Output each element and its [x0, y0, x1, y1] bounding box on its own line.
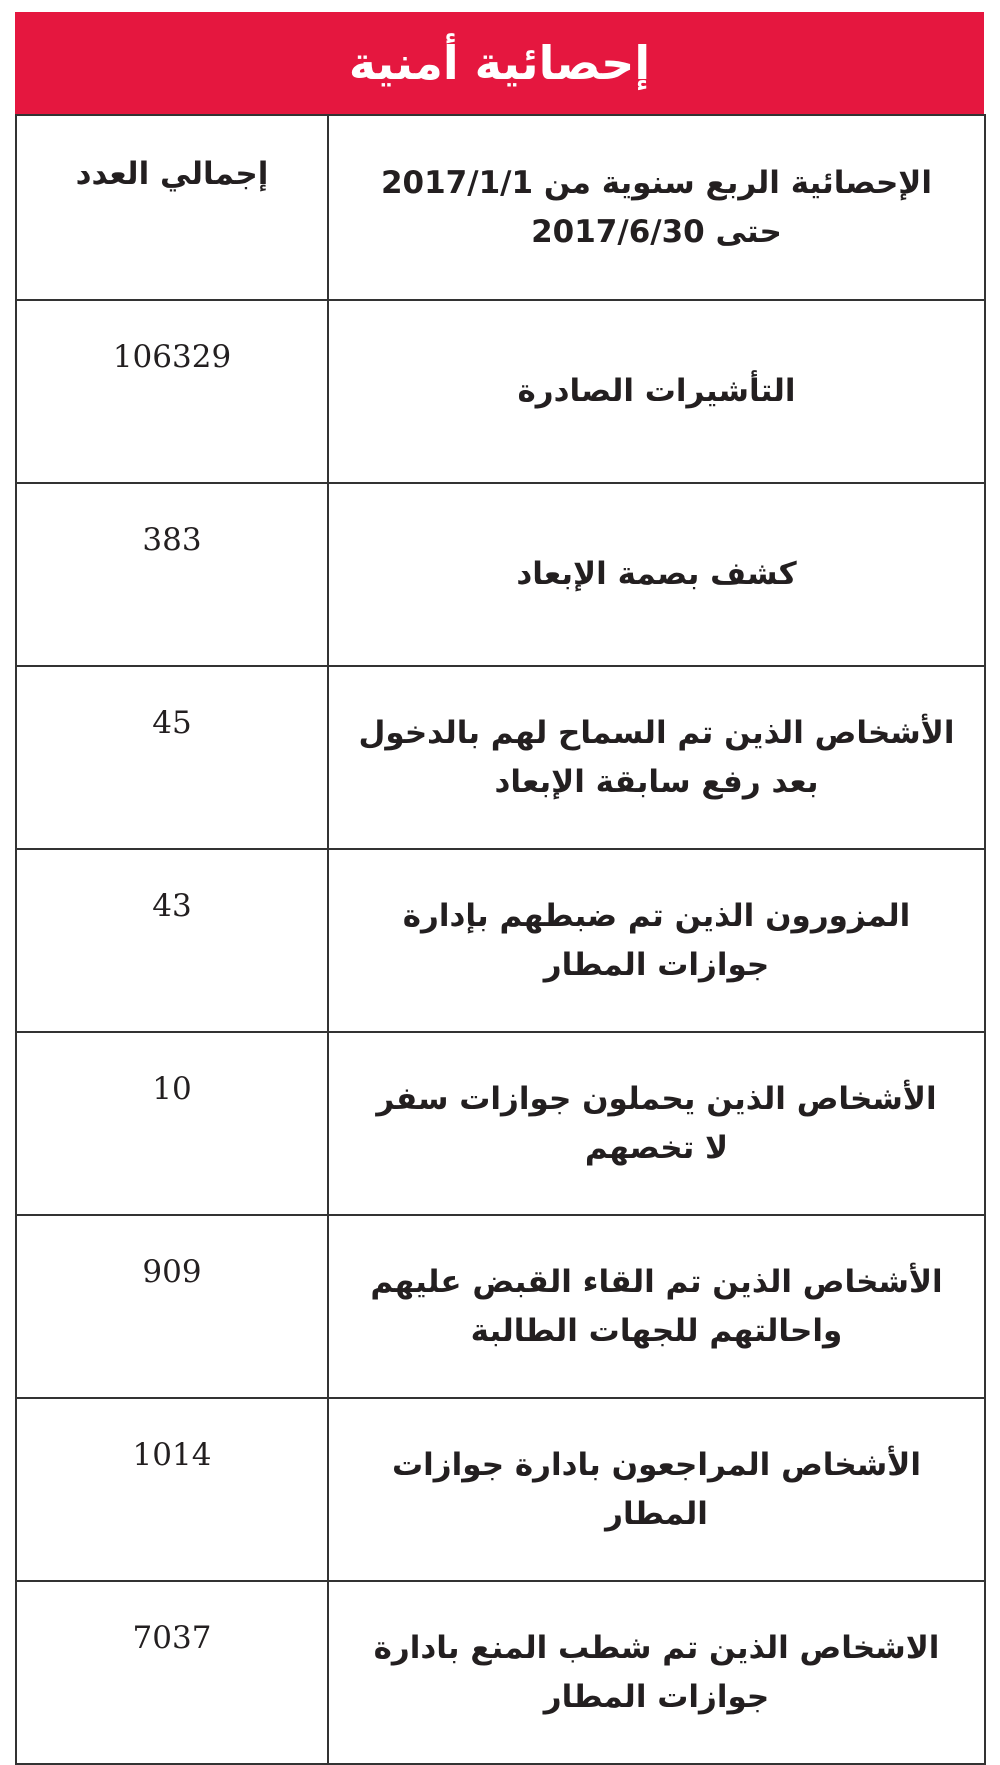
- row-value: 10: [152, 1071, 192, 1107]
- row-value-cell: [16, 483, 328, 666]
- header-value-cell: [16, 115, 328, 300]
- header-label-cell: [328, 115, 985, 300]
- row-label-cell: [328, 1032, 985, 1215]
- row-label: [492, 550, 820, 598]
- row-label-line-2: واحالتهم للجهات الطالبة: [470, 1312, 843, 1349]
- row-value-cell: [16, 1032, 328, 1215]
- row-label-line-1: كشف بصمة الإبعاد: [516, 556, 797, 593]
- row-label: [329, 1441, 984, 1537]
- row-label-line-2: لا تخصهم: [584, 1129, 729, 1166]
- row-label-line-1: المزورون الذين تم ضبطهم بإدارة: [402, 898, 911, 935]
- row-value-cell: [16, 849, 328, 1032]
- table-row: [16, 483, 985, 666]
- page-title: إحصائية أمنية: [348, 36, 651, 90]
- row-value-cell: [16, 300, 328, 483]
- row-value-cell: [16, 666, 328, 849]
- row-label-cell: [328, 483, 985, 666]
- row-label: [350, 1624, 964, 1720]
- row-label-cell: [328, 300, 985, 483]
- row-label: [352, 1075, 960, 1171]
- row-label-cell: [328, 1215, 985, 1398]
- row-value-cell: [16, 1215, 328, 1398]
- table-row: [16, 849, 985, 1032]
- table-row: [16, 1398, 985, 1581]
- row-label: [493, 367, 819, 415]
- header-period-line-1: الإحصائية الربع سنوية من 2017/1/1: [380, 165, 933, 202]
- row-label-cell: [328, 666, 985, 849]
- table-row: [16, 666, 985, 849]
- table-row: [16, 1032, 985, 1215]
- header-period-line-2: حتى 2017/6/30: [531, 213, 782, 250]
- row-label-line-1: التأشيرات الصادرة: [517, 373, 796, 410]
- row-label-line-1: الأشخاص الذين تم السماح لهم بالدخول: [358, 715, 955, 752]
- row-value: 106329: [112, 339, 232, 375]
- table-row: [16, 300, 985, 483]
- row-label-line-1: الأشخاص الذين تم القاء القبض عليهم: [370, 1264, 943, 1301]
- row-value: 909: [142, 1254, 202, 1290]
- row-value: 43: [152, 888, 192, 924]
- row-value: 383: [142, 522, 202, 558]
- header-total-label: إجمالي العدد: [75, 156, 269, 192]
- row-label: [335, 709, 979, 805]
- row-label-line-2: جوازات المطار: [543, 946, 770, 983]
- row-value: 45: [152, 705, 192, 741]
- row-label: [346, 1258, 966, 1354]
- row-label-line-1: الأشخاص الذين يحملون جوازات سفر: [376, 1081, 937, 1118]
- table-header-row: [16, 115, 985, 300]
- row-value-cell: [16, 1581, 328, 1764]
- row-label: [379, 892, 935, 988]
- row-label-cell: [328, 1581, 985, 1764]
- row-value: 7037: [132, 1620, 212, 1656]
- row-label-line-2: بعد رفع سابقة الإبعاد: [494, 763, 819, 800]
- table-row: [16, 1215, 985, 1398]
- statistics-table: [15, 114, 986, 1765]
- title-banner: [15, 12, 984, 114]
- row-value: 1014: [132, 1437, 212, 1473]
- table-row: [16, 1581, 985, 1764]
- row-label-cell: [328, 1398, 985, 1581]
- row-value-cell: [16, 1398, 328, 1581]
- row-label-line-1: الاشخاص الذين تم شطب المنع بادارة: [373, 1630, 940, 1667]
- row-label-cell: [328, 849, 985, 1032]
- header-period-label: [357, 159, 956, 255]
- row-label-line-1: الأشخاص المراجعون بادارة جوازات المطار: [392, 1447, 921, 1532]
- row-label-line-2: جوازات المطار: [543, 1678, 770, 1715]
